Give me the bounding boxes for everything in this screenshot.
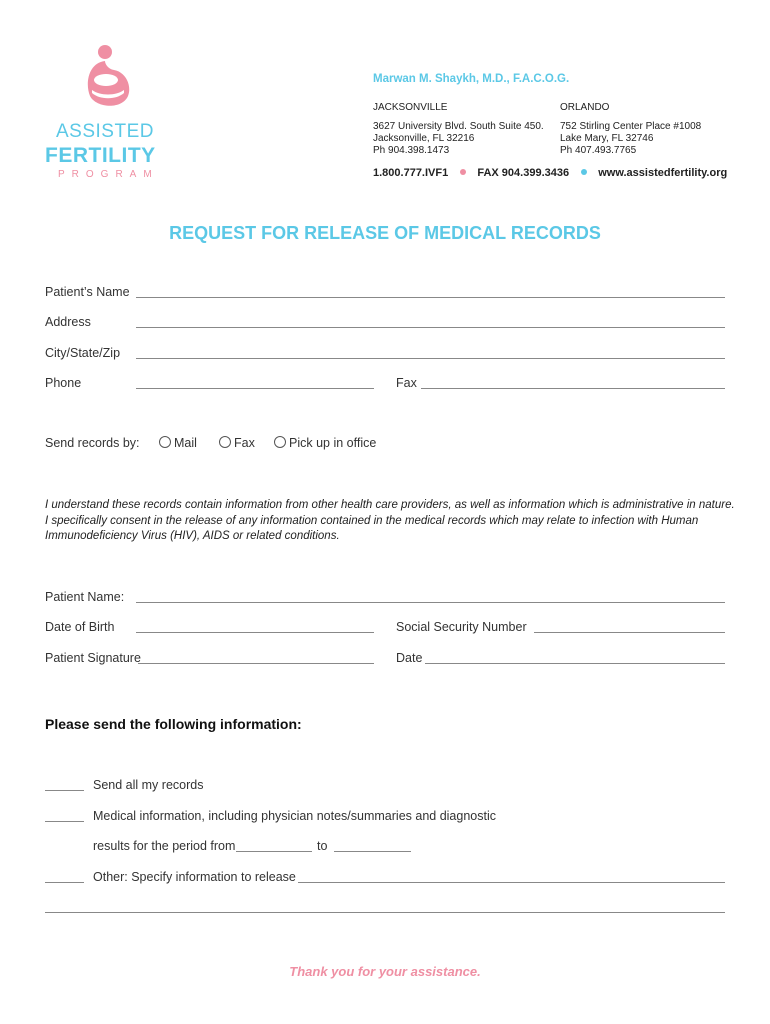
mail-label: Mail [174,436,197,450]
signature-label: Patient Signature [45,651,141,665]
logo-fertility: FERTILITY [45,144,156,167]
fax-field[interactable] [421,388,725,389]
mail-radio[interactable] [159,436,171,448]
phone-label: Phone [45,376,82,390]
ssn-field[interactable] [534,632,725,633]
send-by-label: Send records by: [45,436,140,450]
option-pickup[interactable] [274,436,376,450]
logo-mark-icon [82,44,132,110]
city-label: City/State/Zip [45,346,121,360]
dob-field[interactable] [136,632,374,633]
date-label: Date [396,651,423,665]
sign-patient-name-field[interactable] [136,602,725,603]
item2-label: Medical information, including physician notes/summaries and diagnostic [93,809,496,823]
jax-city: JACKSONVILLE [373,102,448,113]
page-title: REQUEST FOR RELEASE OF MEDICAL RECORDS [169,223,601,243]
city-field[interactable] [136,358,725,359]
website-link[interactable]: www.assistedfertility.org [598,167,728,179]
orl-city: ORLANDO [560,102,610,113]
pink-dot-icon [460,169,466,175]
option-mail[interactable] [159,436,197,450]
period-to-field[interactable] [334,851,411,852]
address-field[interactable] [136,327,725,328]
orl-addr2: Lake Mary, FL 32746 [560,133,654,144]
fax-radio[interactable] [219,436,231,448]
fax-label: Fax [396,376,417,390]
pickup-label: Pick up in office [289,436,377,450]
date-field[interactable] [425,663,725,664]
info-heading: Please send the following information: [45,716,302,732]
logo [44,44,174,184]
item1-check-field[interactable] [45,790,84,791]
tollfree-number: 1.800.777.IVF1 [373,167,449,179]
jax-addr2: Jacksonville, FL 32216 [373,133,475,144]
fax-number: FAX 904.399.3436 [477,167,570,179]
signature-field[interactable] [138,663,374,664]
doctor-name: Marwan M. Shaykh, M.D., F.A.C.O.G. [373,73,570,85]
item3-check-field[interactable] [45,882,84,883]
other-info-field-2[interactable] [45,912,725,913]
thank-you-text: Thank you for your assistance. [289,964,481,979]
logo-assisted: ASSISTED [56,121,154,142]
dob-label: Date of Birth [45,620,115,634]
jax-addr1: 3627 University Blvd. South Suite 450. [373,121,544,132]
item2-period-label: results for the period from [93,839,236,853]
patient-name-label: Patient’s Name [45,285,130,299]
address-label: Address [45,315,91,329]
item2-check-field[interactable] [45,821,84,822]
pickup-radio[interactable] [274,436,286,448]
period-to-label: to [317,839,328,853]
item1-label: Send all my records [93,778,204,792]
ssn-label: Social Security Number [396,620,527,634]
jax-phone: Ph 904.398.1473 [373,145,450,156]
sign-patient-name-label: Patient Name: [45,590,125,604]
logo-program: PROGRAM [58,169,159,180]
period-from-field[interactable] [236,851,312,852]
consent-text: I understand these records contain information from other health care providers, as well as information which is administrative in nature. I specifically consent in the release of any information contained in the medical records which may relate to infection with Human Immunodeficiency Virus (HIV), AIDS or related conditions. [45,499,735,542]
orl-phone: Ph 407.493.7765 [560,145,637,156]
contact-bar [373,167,727,179]
blue-dot-icon [581,169,587,175]
other-info-field[interactable] [298,882,725,883]
item3-label: Other: Specify information to release [93,870,296,884]
fax-option-label: Fax [234,436,255,450]
option-fax[interactable] [219,436,255,450]
phone-field[interactable] [136,388,374,389]
patient-name-field[interactable] [136,297,725,298]
orl-addr1: 752 Stirling Center Place #1008 [560,121,702,132]
